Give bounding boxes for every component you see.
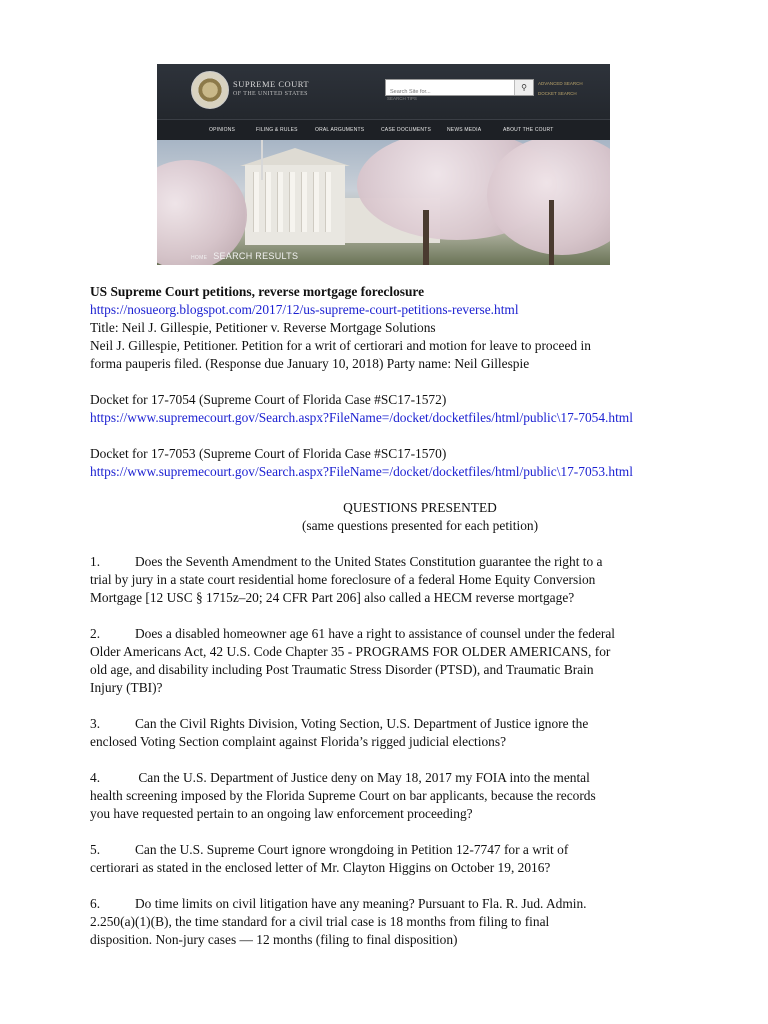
- docket-label: Docket for 17-7053 (Supreme Court of Florida Case #SC17-1570): [90, 446, 447, 461]
- column: [313, 172, 319, 232]
- qp-title: QUESTIONS PRESENTED: [343, 500, 497, 515]
- tree-trunk: [423, 210, 429, 265]
- docket-link[interactable]: https://www.supremecourt.gov/Search.aspx?FileName=/docket/docketfiles/html/public\17-7054.html: [90, 410, 633, 425]
- court-seal-icon: [191, 71, 229, 109]
- question-line: old age, and disability including Post Traumatic Stress Disorder (PTSD), and Traumatic Brain: [90, 662, 594, 677]
- column: [289, 172, 295, 232]
- court-name-line2: OF THE UNITED STATES: [233, 91, 308, 97]
- qp-subtitle: (same questions presented for each petition): [301, 518, 539, 533]
- question-number: 6.: [90, 896, 101, 911]
- search-results-caption: [191, 251, 298, 261]
- petition-line: Neil J. Gillespie, Petitioner. Petition for a writ of certiorari and motion for leave to proceed in: [90, 338, 591, 353]
- docket-search-link[interactable]: DOCKET SEARCH: [538, 91, 577, 96]
- question: [90, 553, 750, 607]
- question-number: 4.: [90, 770, 101, 785]
- advanced-search-link[interactable]: ADVANCED SEARCH: [538, 81, 583, 86]
- question-line: Can the U.S. Supreme Court ignore wrongdoing in Petition 12-7747 for a writ of: [135, 842, 569, 857]
- question-number: 2.: [90, 626, 101, 641]
- breadcrumb-home[interactable]: HOME: [191, 255, 208, 261]
- question-line: you have requested pertain to an ongoing law enforcement proceeding?: [90, 806, 473, 821]
- question-line: Older Americans Act, 42 U.S. Code Chapter 35 - PROGRAMS FOR OLDER AMERICANS, for: [90, 644, 611, 659]
- blog-link[interactable]: https://nosueorg.blogspot.com/2017/12/us-supreme-court-petitions-reverse.html: [90, 302, 519, 317]
- search-icon: ⚲: [521, 83, 527, 92]
- building-pediment: [240, 148, 350, 166]
- question: [90, 715, 750, 751]
- nav-opinions[interactable]: OPINIONS: [209, 127, 236, 133]
- caption-text: SEARCH RESULTS: [213, 251, 299, 261]
- docket-link[interactable]: https://www.supremecourt.gov/Search.aspx?FileName=/docket/docketfiles/html/public\17-7053.html: [90, 464, 633, 479]
- search-button[interactable]: [514, 80, 533, 95]
- banner-header: [157, 64, 610, 119]
- court-name-line1: SUPREME COURT: [233, 79, 310, 89]
- question-line: Can the Civil Rights Division, Voting Section, U.S. Department of Justice ignore the: [135, 716, 589, 731]
- doc-heading: US Supreme Court petitions, reverse mortgage foreclosure: [90, 284, 425, 299]
- question: [90, 895, 750, 949]
- nav-case-documents[interactable]: CASE DOCUMENTS: [381, 127, 432, 133]
- question: [90, 841, 750, 877]
- flagpole: [261, 140, 263, 180]
- court-name: [233, 79, 309, 99]
- search-box: [385, 79, 534, 96]
- search-tips-link[interactable]: SEARCH TIPS: [387, 96, 417, 101]
- nav-oral-arguments[interactable]: ORAL ARGUMENTS: [315, 127, 365, 133]
- nav-news-media[interactable]: NEWS MEDIA: [447, 127, 482, 133]
- question-line: Does a disabled homeowner age 61 have a right to assistance of counsel under the federal: [135, 626, 616, 641]
- question-line: enclosed Voting Section complaint against Florida’s rigged judicial elections?: [90, 734, 507, 749]
- search-links: [538, 79, 583, 99]
- court-building-photo: [157, 140, 610, 265]
- column: [253, 172, 259, 232]
- question: [90, 625, 750, 697]
- supreme-court-banner: [157, 64, 610, 265]
- question: [90, 769, 750, 823]
- question-line: Injury (TBI)?: [90, 680, 163, 695]
- question-line: health screening imposed by the Florida Supreme Court on bar applicants, because the records: [90, 788, 596, 803]
- question-number: 5.: [90, 842, 101, 857]
- question-line: disposition. Non-jury cases — 12 months (filing to final disposition): [90, 932, 458, 947]
- question-number: 3.: [90, 716, 101, 731]
- petition-line: forma pauperis filed. (Response due January 10, 2018) Party name: Neil Gillespie: [90, 356, 530, 371]
- question-line: Do time limits on civil litigation have any meaning? Pursuant to Fla. R. Jud. Admin.: [135, 896, 587, 911]
- tree-trunk: [549, 200, 554, 265]
- main-nav: [157, 119, 610, 142]
- title-line: Title: Neil J. Gillespie, Petitioner v. Reverse Mortgage Solutions: [90, 320, 436, 335]
- question-number: 1.: [90, 554, 101, 569]
- column: [325, 172, 331, 232]
- column: [265, 172, 271, 232]
- question-line: Mortgage [12 USC § 1715z–20; 24 CFR Part 206] also called a HECM reverse mortgage?: [90, 590, 575, 605]
- nav-filing-rules[interactable]: FILING & RULES: [256, 127, 298, 133]
- nav-about-the-court[interactable]: ABOUT THE COURT: [503, 127, 554, 133]
- document-body: [90, 283, 750, 949]
- docket-label: Docket for 17-7054 (Supreme Court of Florida Case #SC17-1572): [90, 392, 447, 407]
- cherry-tree: [157, 160, 247, 265]
- column: [277, 172, 283, 232]
- question-line: certiorari as stated in the enclosed letter of Mr. Clayton Higgins on October 19, 2016?: [90, 860, 551, 875]
- question-line: 2.250(a)(1)(B), the time standard for a civil trial case is 18 months from filing to final: [90, 914, 550, 929]
- column: [301, 172, 307, 232]
- question-line: Does the Seventh Amendment to the United States Constitution guarantee the right to a: [135, 554, 603, 569]
- question-line: trial by jury in a state court residential home foreclosure of a federal Home Equity Conversion: [90, 572, 596, 587]
- question-line: Can the U.S. Department of Justice deny on May 18, 2017 my FOIA into the mental: [135, 770, 590, 785]
